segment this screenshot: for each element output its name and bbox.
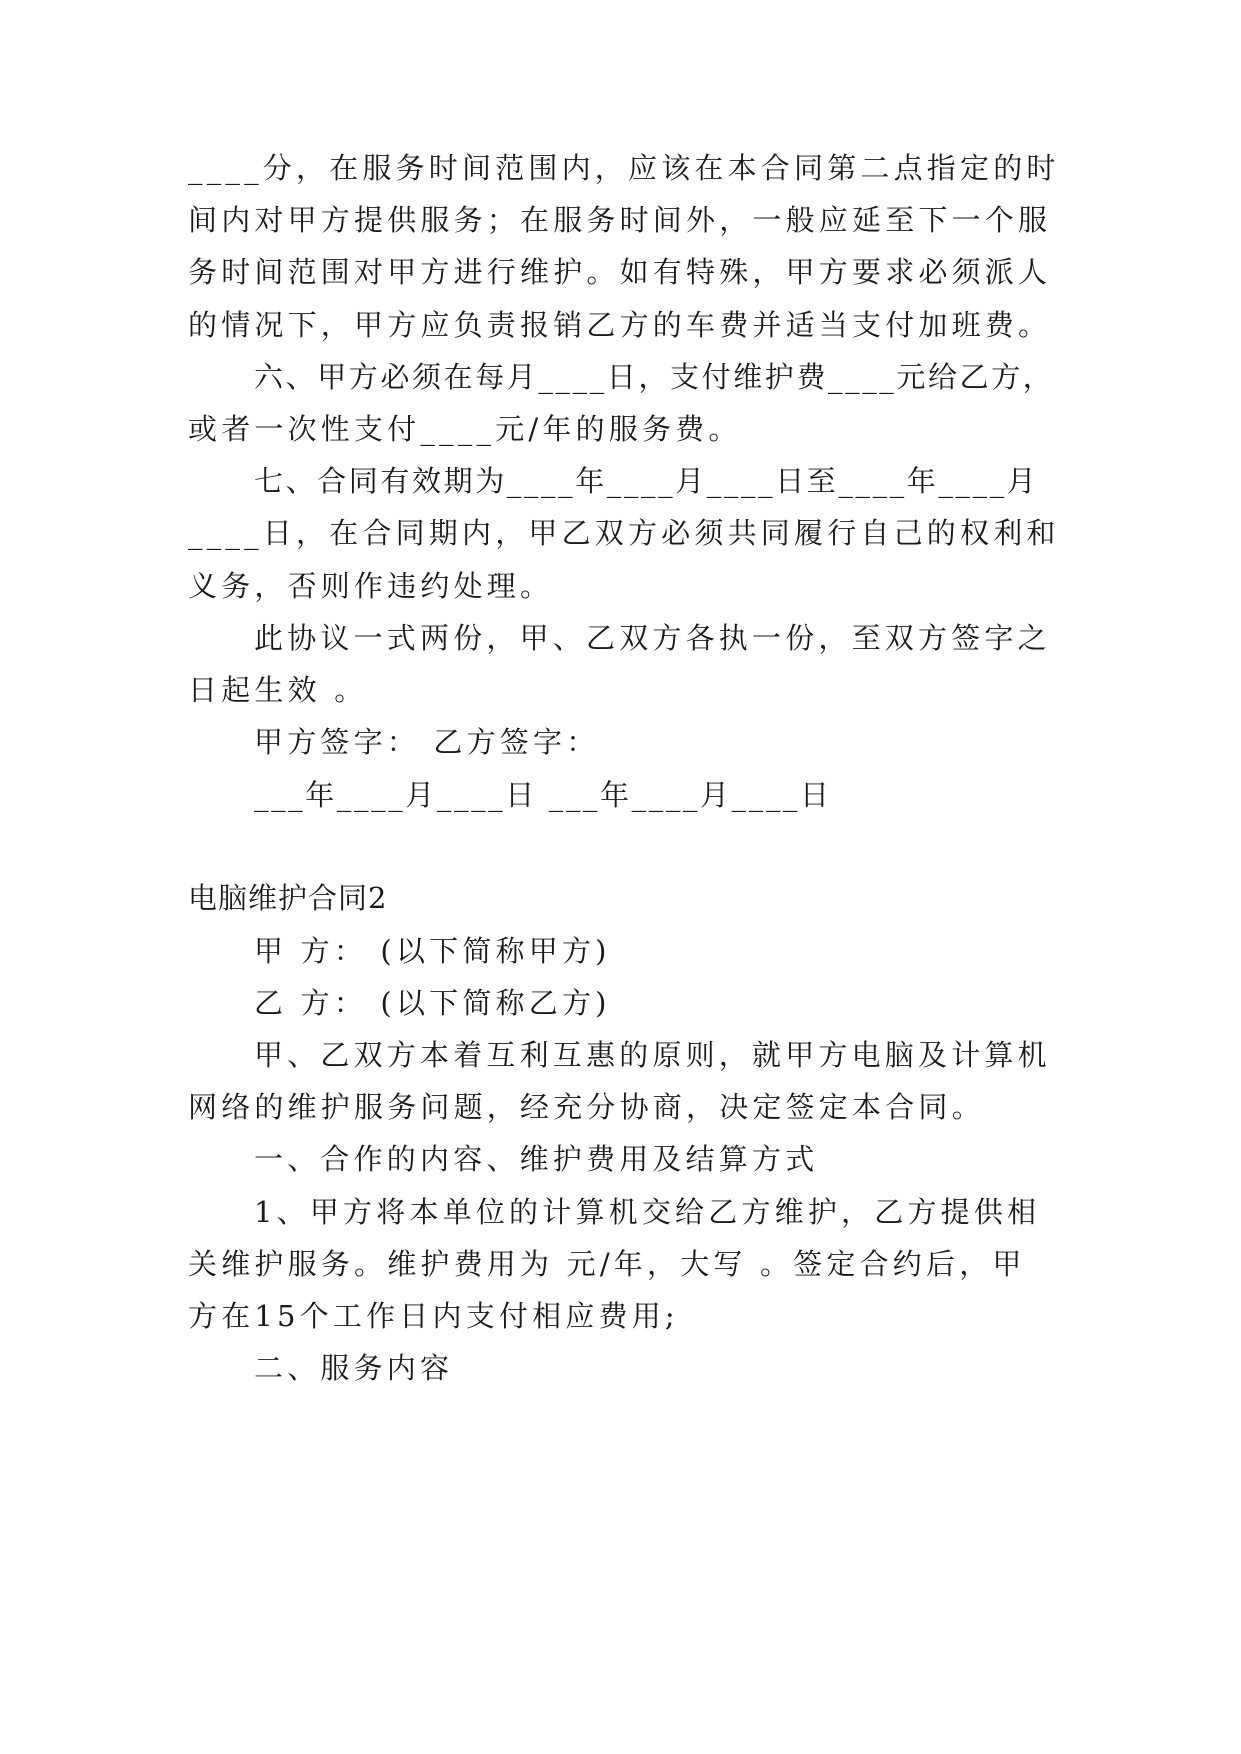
item-one: 1、甲方将本单位的计算机交给乙方维护，乙方提供相 bbox=[254, 1195, 1041, 1229]
text-line: 或者一次性支付____元/年的服务费。 bbox=[188, 412, 742, 446]
text-line: ____日，在合同期内，甲乙双方必须共同履行自己的权利和 bbox=[188, 516, 1060, 550]
section-heading-one: 一、合作的内容、维护费用及结算方式 bbox=[254, 1142, 819, 1176]
text-line: 间内对甲方提供服务；在服务时间外，一般应延至下一个服 bbox=[188, 203, 1052, 237]
text-line: 方在15个工作日内支付相应费用; bbox=[188, 1299, 679, 1333]
clause-six: 六、甲方必须在每月____日，支付维护费____元给乙方， bbox=[254, 360, 1055, 394]
text-line: ____分，在服务时间范围内，应该在本合同第二点指定的时 bbox=[188, 151, 1060, 185]
party-b: 乙 方： (以下简称乙方) bbox=[254, 986, 611, 1020]
signature-dates: ___年____月____日 ___年____月____日 bbox=[254, 778, 832, 812]
signature-labels: 甲方签字： 乙方签字： bbox=[254, 725, 600, 759]
text-line: 务时间范围对甲方进行维护。如有特殊，甲方要求必须派人 bbox=[188, 255, 1052, 289]
preamble: 甲、乙双方本着互利互惠的原则，就甲方电脑及计算机 bbox=[254, 1038, 1051, 1072]
contract-title: 电脑维护合同2 bbox=[188, 881, 388, 915]
clause-seven: 七、合同有效期为____年____月____日至____年____月 bbox=[254, 464, 1039, 498]
text-line: 义务，否则作违约处理。 bbox=[188, 569, 554, 603]
agreement-copies: 此协议一式两份，甲、乙双方各执一份，至双方签字之 bbox=[254, 621, 1051, 655]
text-line: 网络的维护服务问题，经充分协商，决定签定本合同。 bbox=[188, 1090, 985, 1124]
section-heading-two: 二、服务内容 bbox=[254, 1351, 454, 1385]
party-a: 甲 方： (以下简称甲方) bbox=[254, 934, 611, 968]
text-line: 日起生效 。 bbox=[188, 673, 368, 707]
text-line: 关维护服务。维护费用为 元/年，大写 。签定合约后，甲 bbox=[188, 1247, 1026, 1281]
text-line: 的情况下，甲方应负责报销乙方的车费并适当支付加班费。 bbox=[188, 308, 1052, 342]
